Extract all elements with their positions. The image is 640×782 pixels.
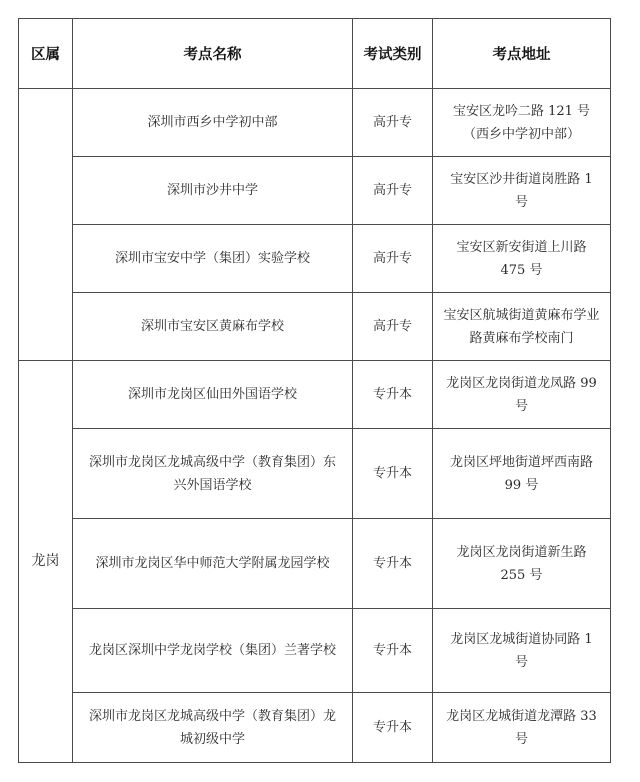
header-row [19,19,611,89]
header-site-address: 考点地址 [433,19,611,89]
site-name-cell: 深圳市宝安中学（集团）实验学校 [73,225,353,293]
exam-sites-table [18,18,611,763]
site-address-cell: 龙岗区龙岗街道龙凤路 99 号 [433,361,611,429]
table-row [19,519,611,609]
exam-type-cell: 专升本 [353,429,433,519]
site-address-cell: 宝安区龙吟二路 121 号（西乡中学初中部） [433,89,611,157]
site-name-cell: 深圳市龙岗区龙城高级中学（教育集团）东兴外国语学校 [73,429,353,519]
table-row [19,361,611,429]
table-row [19,609,611,693]
site-name-cell: 深圳市龙岗区仙田外国语学校 [73,361,353,429]
exam-type-cell: 高升专 [353,157,433,225]
site-address-cell: 宝安区沙井街道岗胜路 1 号 [433,157,611,225]
region-cell [19,89,73,361]
exam-type-cell: 专升本 [353,693,433,763]
site-name-cell: 深圳市龙岗区龙城高级中学（教育集团）龙城初级中学 [73,693,353,763]
header-region: 区属 [19,19,73,89]
exam-type-cell: 专升本 [353,609,433,693]
site-name-cell: 深圳市龙岗区华中师范大学附属龙园学校 [73,519,353,609]
table-row [19,693,611,763]
exam-type-cell: 高升专 [353,225,433,293]
site-name-cell: 龙岗区深圳中学龙岗学校（集团）兰著学校 [73,609,353,693]
site-address-cell: 龙岗区龙岗街道新生路 255 号 [433,519,611,609]
header-site-name: 考点名称 [73,19,353,89]
site-name-cell: 深圳市宝安区黄麻布学校 [73,293,353,361]
exam-type-cell: 专升本 [353,361,433,429]
site-address-cell: 龙岗区龙城街道龙潭路 33 号 [433,693,611,763]
header-exam-type: 考试类别 [353,19,433,89]
site-name-cell: 深圳市西乡中学初中部 [73,89,353,157]
table-row [19,157,611,225]
table-row [19,429,611,519]
table-row [19,89,611,157]
exam-type-cell: 专升本 [353,519,433,609]
site-address-cell: 龙岗区坪地街道坪西南路 99 号 [433,429,611,519]
site-name-cell: 深圳市沙井中学 [73,157,353,225]
table-row [19,225,611,293]
site-address-cell: 宝安区新安街道上川路 475 号 [433,225,611,293]
exam-type-cell: 高升专 [353,89,433,157]
site-address-cell: 龙岗区龙城街道协同路 1 号 [433,609,611,693]
exam-type-cell: 高升专 [353,293,433,361]
table-row [19,293,611,361]
region-cell: 龙岗 [19,361,73,763]
site-address-cell: 宝安区航城街道黄麻布学业路黄麻布学校南门 [433,293,611,361]
